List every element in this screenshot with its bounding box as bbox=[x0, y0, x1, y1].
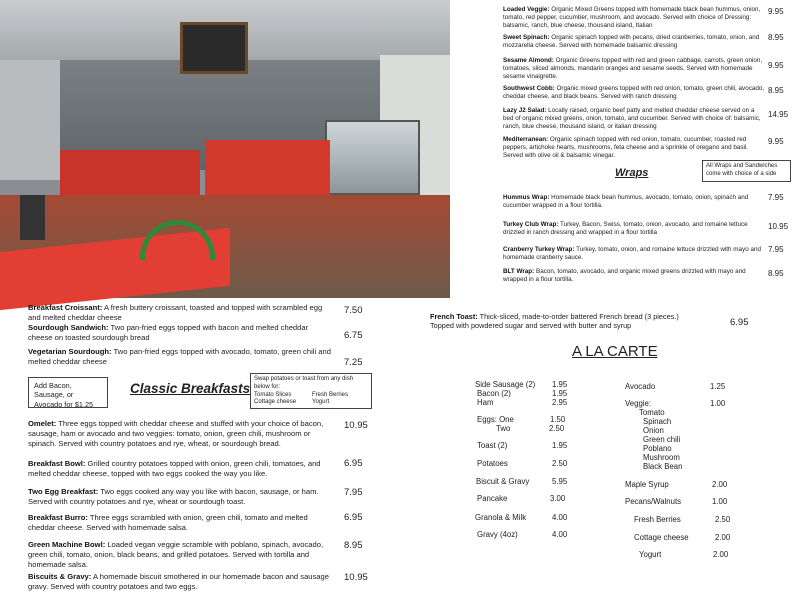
swap-options bbox=[254, 392, 368, 408]
item-description: Organic Greens topped with red and green cabbage, carrots, green onion, tomatoes, sliced almonds, mandarin oranges and sesame seeds. Served with homemade sesame vinaigrette. bbox=[503, 57, 763, 81]
item-price: 6.95 bbox=[344, 512, 363, 523]
alacarte-item-name: Pecans/Walnuts bbox=[625, 497, 682, 506]
alacarte-item-price: 2.00 bbox=[712, 480, 728, 489]
alacarte-item-name: Potatoes bbox=[477, 459, 508, 468]
item-name: Breakfast Croissant: bbox=[28, 303, 103, 312]
menu-item bbox=[503, 246, 765, 262]
item-name: Cranberry Turkey Wrap: bbox=[503, 246, 575, 253]
alacarte-item-price: 1.95 bbox=[552, 441, 568, 450]
item-name: Lazy J2 Salad: bbox=[503, 107, 547, 114]
menu-item bbox=[28, 459, 334, 479]
menu-item bbox=[503, 57, 765, 82]
alacarte-item-price: 5.95 bbox=[552, 477, 568, 486]
alacarte-item-price: 3.00 bbox=[550, 494, 566, 503]
alacarte-item-price: 1.25 bbox=[710, 382, 726, 391]
item-description: Loaded vegan veggie scramble with poblano, spinach, avocado, green chili, tomato, onion, black beans, and grilled potatoes. Served with tortilla and homemade salsa. bbox=[28, 540, 324, 569]
alacarte-item-price: 2.50 bbox=[715, 515, 731, 524]
item-description: Organic Mixed Greens topped with homemade black bean hummus, onion, tomato, red pepper, cucumber, mushroom, and avocado. Served with choice of Dressing: balsamic, ranch, blue cheese, thousand island, Italian bbox=[503, 6, 761, 30]
menu-item bbox=[28, 323, 334, 343]
alacarte-item-name: Maple Syrup bbox=[625, 480, 669, 489]
alacarte-item-price: 1.95 bbox=[552, 389, 568, 398]
menu-item bbox=[503, 221, 765, 237]
menu-item bbox=[503, 85, 765, 101]
alacarte-item-price: 2.00 bbox=[715, 533, 731, 542]
item-description: Organic mixed greens topped with red onion, tomato, green chili, avocado, cheddar cheese, and black beans. Served with ranch dressing bbox=[503, 85, 765, 101]
alacarte-item-name: Cottage cheese bbox=[634, 533, 689, 542]
wraps-note-text: All Wraps and Sandwiches come with choice of a side bbox=[706, 163, 778, 177]
item-price: 8.95 bbox=[768, 33, 784, 42]
item-name: French Toast: bbox=[430, 312, 478, 321]
item-price: 6.95 bbox=[344, 458, 363, 469]
item-name: Breakfast Bowl: bbox=[28, 459, 86, 468]
alacarte-item-price: 2.50 bbox=[549, 424, 565, 433]
veggie-option: Poblano bbox=[643, 444, 672, 453]
menu-item bbox=[503, 34, 765, 50]
item-price: 7.50 bbox=[344, 305, 363, 316]
item-price: 9.95 bbox=[768, 137, 784, 146]
item-price: 7.95 bbox=[344, 487, 363, 498]
item-price: 6.95 bbox=[730, 317, 749, 328]
swap-option: Fresh Berries bbox=[312, 391, 349, 398]
item-description: A fresh buttery croissant, toasted and topped with scrambled egg and melted cheddar cheese bbox=[28, 303, 323, 322]
alacarte-title: A LA CARTE bbox=[572, 343, 658, 360]
menu-item bbox=[503, 6, 765, 31]
alacarte-item-name: Biscuit & Gravy bbox=[476, 477, 530, 486]
alacarte-item-name: Toast (2) bbox=[477, 441, 508, 450]
alacarte-item-price: 2.50 bbox=[552, 459, 568, 468]
item-price: 7.25 bbox=[344, 357, 363, 368]
swap-option: Tomato Slices bbox=[254, 391, 292, 398]
menu-item bbox=[28, 540, 334, 570]
item-description: Two pan-fried eggs topped with bacon and melted cheddar cheese on toasted sourdough bread bbox=[28, 323, 309, 342]
alacarte-item-price: 1.00 bbox=[712, 497, 728, 506]
item-price: 7.95 bbox=[768, 193, 784, 202]
item-description: Thick-sliced, made-to-order battered French bread (3 pieces.) Topped with powdered sugar and served with butter and syrup bbox=[430, 312, 679, 331]
item-price: 10.95 bbox=[344, 420, 368, 431]
swap-note bbox=[250, 373, 372, 409]
item-description: Grilled country potatoes topped with onion, green chili, tomatoes, and melted cheddar cheese, topped with two eggs cooked the way you like. bbox=[28, 459, 321, 478]
alacarte-item-price: 2.95 bbox=[552, 398, 568, 407]
swap-note-text: Swap potatoes or toast from any dish below for: bbox=[254, 376, 354, 390]
menu-item bbox=[503, 194, 765, 210]
alacarte-item-name: Ham bbox=[477, 398, 494, 407]
item-name: Sourdough Sandwich: bbox=[28, 323, 109, 332]
wraps-note bbox=[702, 160, 791, 182]
item-name: Omelet: bbox=[28, 419, 57, 428]
menu-item bbox=[28, 487, 334, 507]
item-price: 6.75 bbox=[344, 330, 363, 341]
alacarte-item-name: Eggs: One bbox=[477, 415, 514, 424]
menu-item bbox=[28, 419, 334, 449]
alacarte-item-name: Veggie: bbox=[625, 399, 652, 408]
item-description: Organic spinach topped with red onion, tomato, cucumber, roasted red peppers, artichoke hearts, mushrooms, feta cheese and a sprinkle of oregano and basil. Served with olive oil & balsamic vinegar. bbox=[503, 136, 749, 160]
item-description: Turkey, tomato, onion, and romaine lettuce drizzled with mayo and homemade cranberry sauce. bbox=[503, 246, 761, 262]
wraps-title: Wraps bbox=[615, 167, 649, 179]
alacarte-item-name: Avocado bbox=[625, 382, 656, 391]
menu-item bbox=[503, 136, 765, 161]
veggie-option: Green chili bbox=[643, 435, 681, 444]
alacarte-item-price: 2.00 bbox=[713, 550, 729, 559]
menu-item bbox=[28, 347, 334, 367]
item-description: Two pan-fried eggs topped with avocado, tomato, green chili and melted cheddar cheese bbox=[28, 347, 331, 366]
item-price: 7.95 bbox=[768, 245, 784, 254]
item-name: Green Machine Bowl: bbox=[28, 540, 106, 549]
alacarte-item-name: Pancake bbox=[477, 494, 508, 503]
menu-item bbox=[503, 107, 765, 132]
item-description: Three eggs scrambled with onion, green chili, tomato and melted cheddar cheese. Served with homemade salsa. bbox=[28, 513, 308, 532]
alacarte-item-name: Yogurt bbox=[639, 550, 662, 559]
swap-option: Cottage cheese bbox=[254, 399, 297, 406]
item-description: Locally raised, organic beef patty and melted cheddar cheese served on a bed of organic mixed greens, onion, tomato, and cucumber. Served with choice of: balsamic, ranch, blue cheese, thousand island, or italian dressing bbox=[503, 107, 761, 131]
item-description: Bacon, tomato, avocado, and organic mixed greens drizzled with mayo and wrapped in a flour tortilla. bbox=[503, 268, 746, 284]
addon-note bbox=[28, 377, 108, 408]
item-description: Three eggs topped with cheddar cheese and stuffed with your choice of bacon, sausage, ham or avocado and two veggies: tomato, onion, green chili, mushroom or spinach. Served with country potatoes and rye, wheat, or sourdough bread. bbox=[28, 419, 324, 448]
menu-item bbox=[28, 303, 334, 323]
item-name: Turkey Club Wrap: bbox=[503, 221, 559, 228]
alacarte-item-price: 1.50 bbox=[550, 415, 566, 424]
alacarte-item-name: Bacon (2) bbox=[477, 389, 511, 398]
item-name: Sweet Spinach: bbox=[503, 34, 550, 41]
veggie-option: Onion bbox=[643, 426, 664, 435]
alacarte-item-name: Gravy (4oz) bbox=[477, 530, 518, 539]
item-name: Mediterranean: bbox=[503, 136, 549, 143]
veggie-option: Tomato bbox=[639, 408, 665, 417]
item-price: 8.95 bbox=[768, 86, 784, 95]
alacarte-item-name: Two bbox=[496, 424, 511, 433]
classic-title: Classic Breakfasts bbox=[130, 381, 251, 396]
alacarte-item-price: 1.95 bbox=[552, 380, 568, 389]
item-price: 9.95 bbox=[768, 7, 784, 16]
alacarte-item-price: 1.00 bbox=[710, 399, 726, 408]
veggie-option: Black Bean bbox=[643, 462, 683, 471]
item-description: Turkey, Bacon, Swiss, tomato, onion, avocado, and romaine lettuce drizzled in ranch dressing and wrapped in a flour tortilla bbox=[503, 221, 748, 237]
menu-item bbox=[28, 513, 334, 533]
item-price: 14.95 bbox=[768, 110, 789, 119]
item-name: Southwest Cobb: bbox=[503, 85, 555, 92]
item-name: Vegetarian Sourdough: bbox=[28, 347, 112, 356]
item-name: Sesame Almond: bbox=[503, 57, 554, 64]
alacarte-item-name: Fresh Berries bbox=[634, 515, 681, 524]
item-description: Homemade black bean hummus, avocado, tomato, onion, spinach and cucumber wrapped in a flour tortilla. bbox=[503, 194, 749, 210]
item-name: BLT Wrap: bbox=[503, 268, 535, 275]
item-price: 10.95 bbox=[344, 572, 368, 583]
item-description: A homemade biscuit smothered in our homemade bacon and sausage gravy. Served with country potatoes and two eggs. bbox=[28, 572, 329, 591]
addon-note-text: Add Bacon, Sausage, or Avocado for $1.25 bbox=[34, 381, 94, 409]
item-price: 8.95 bbox=[768, 269, 784, 278]
item-price: 9.95 bbox=[768, 61, 784, 70]
alacarte-item-name: Side Sausage (2) bbox=[475, 380, 536, 389]
menu-item bbox=[28, 572, 334, 592]
swap-option: Yogurt bbox=[312, 399, 330, 406]
alacarte-item-price: 4.00 bbox=[552, 513, 568, 522]
alacarte-item-price: 4.00 bbox=[552, 530, 568, 539]
item-price: 10.95 bbox=[768, 222, 789, 231]
cafe-interior-photo bbox=[0, 0, 450, 298]
item-description: Two eggs cooked any way you like with bacon, sausage, or ham. Served with country potatoes and rye, wheat or sourdough toast. bbox=[28, 487, 319, 506]
menu-item bbox=[503, 268, 765, 284]
item-description: Organic spinach topped with pecans, dried cranberries, tomato, onion, and mozzarella cheese. Served with homemade balsamic dressing bbox=[503, 34, 760, 50]
item-name: Breakfast Burro: bbox=[28, 513, 88, 522]
menu-item-french-toast bbox=[430, 312, 690, 331]
item-name: Hummus Wrap: bbox=[503, 194, 550, 201]
veggie-option: Mushroom bbox=[643, 453, 680, 462]
alacarte-item-name: Granola & Milk bbox=[475, 513, 527, 522]
item-price: 8.95 bbox=[344, 540, 363, 551]
veggie-option: Spinach bbox=[643, 417, 672, 426]
item-name: Loaded Veggie: bbox=[503, 6, 550, 13]
item-name: Biscuits & Gravy: bbox=[28, 572, 92, 581]
item-name: Two Egg Breakfast: bbox=[28, 487, 99, 496]
